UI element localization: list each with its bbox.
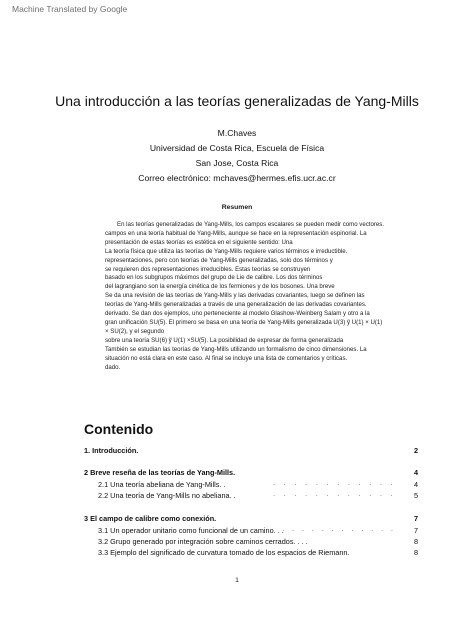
toc-entry[interactable]	[84, 514, 418, 526]
author-email: Correo electrónico: mchaves@hermes.efis.ucr.ac.cr	[138, 173, 336, 183]
toc-leader-dots: . . . . . . . . . . . .	[273, 480, 396, 487]
abstract-line: También se estudian las teorías de Yang-Mills utilizando un formalismo de cinco dimensiones. La	[105, 345, 367, 353]
toc-entry[interactable]	[84, 548, 418, 560]
abstract-line: representaciones, pero con teorías de Yang-Mills generalizadas, solo dos términos y	[105, 256, 333, 264]
toc-entry-label: 3.2 Grupo generado por integración sobre caminos cerrados. . . .	[98, 537, 308, 546]
contents-heading: Contenido	[84, 421, 154, 437]
author-affiliation: Universidad de Costa Rica, Escuela de Física	[149, 143, 325, 153]
abstract-line: campos en una teoría habitual de Yang-Mills, aunque se hace en la representación espinorial. La	[105, 229, 367, 237]
abstract-line: del lagrangiano son la energía cinética de los fermiones y de los bosones. Una breve	[105, 283, 335, 291]
abstract-line: sobre una teoría SU(6) ỹ U(1) ×SU(5). La posibilidad de expresar de forma generalizada	[105, 336, 344, 344]
abstract-line: La teoría física que utiliza las teorías de Yang-Mills requiere varios términos e irreductible.	[105, 247, 348, 255]
toc-entry[interactable]	[84, 446, 418, 458]
abstract-line: derivado. Se dan dos ejemplos, uno perteneciente al modelo Glashow-Weinberg Salam y otro a la	[105, 310, 370, 318]
abstract-line: gran unificación SU(5). El primero se basa en una teoría de Yang-Mills generalizada U(3) ỹ U(1) × U(1)	[105, 318, 383, 326]
abstract-line: presentación de estas teorías es estética en el siguiente sentido: Una	[105, 238, 293, 246]
author-location: San Jose, Costa Rica	[195, 158, 279, 168]
toc-leader-dots: . . . . . . . . . . . .	[273, 491, 396, 498]
toc-entry-label: 3.1 Un operador unitario como funcional de un camino. . .	[98, 526, 284, 535]
toc-entry-page: 4	[413, 480, 418, 489]
abstract-line: dado.	[105, 363, 121, 371]
toc-entry-page: 8	[413, 548, 418, 557]
toc-entry-label: 3.3 Ejemplo del significado de curvatura tomado de los espacios de Riemann.	[98, 548, 350, 557]
toc-entry[interactable]	[84, 468, 418, 480]
toc-entry-page: 4	[413, 468, 418, 477]
page-number: 1	[235, 577, 239, 584]
machine-translated-banner: Machine Translated by Google	[12, 4, 128, 14]
toc-entry-label: 2 Breve reseña de las teorías de Yang-Mills.	[84, 468, 236, 477]
abstract-line: Se da una revisión de las teorías de Yang-Mills y las derivadas covariantes, luego se definen las	[105, 292, 365, 300]
toc-entry-page: 7	[413, 526, 418, 535]
abstract-body	[105, 221, 395, 372]
abstract-line: × SU(2), y el segundo	[105, 327, 165, 335]
toc-entry-page: 8	[413, 537, 418, 546]
toc-entry-page: 7	[413, 514, 418, 523]
toc-entry-page: 5	[413, 491, 418, 500]
toc-leader-dots: . . . . . . . . . . . .	[282, 526, 396, 533]
abstract-line: situación no está clara en este caso. Al final se incluye una lista de comentarios y críticas.	[105, 354, 348, 362]
toc-entry-page: 2	[413, 446, 418, 455]
toc-entry-label: 3 El campo de calibre como conexión.	[84, 514, 217, 523]
abstract-heading: Resumen	[221, 204, 253, 211]
toc-entry[interactable]	[84, 491, 418, 503]
toc-entry-label: 1. Introducción.	[84, 446, 139, 455]
abstract-line: basado en los subgrupos máximos del grupo de Lie de calibre. Los dos términos	[105, 274, 323, 282]
paper-title: Una introducción a las teorías generalizadas de Yang-Mills	[55, 93, 419, 109]
abstract-line: se requieren dos representaciones irreducibles. Estas teorías se construyen	[105, 265, 311, 273]
abstract-line: En las teorías generalizadas de Yang-Mills, los campos escalares se pueden medir como vectores.	[117, 221, 385, 228]
abstract-line: teorías de Yang-Mills generalizadas a través de una generalización de las derivadas covariantes.	[105, 301, 367, 309]
toc-entry-label: 2.1 Una teoría abeliana de Yang-Mills. .	[98, 480, 226, 489]
author-block	[0, 126, 474, 186]
author-name: M.Chaves	[217, 128, 257, 138]
toc-entry-label: 2.2 Una teoría de Yang-Mills no abeliana. .	[98, 491, 236, 500]
